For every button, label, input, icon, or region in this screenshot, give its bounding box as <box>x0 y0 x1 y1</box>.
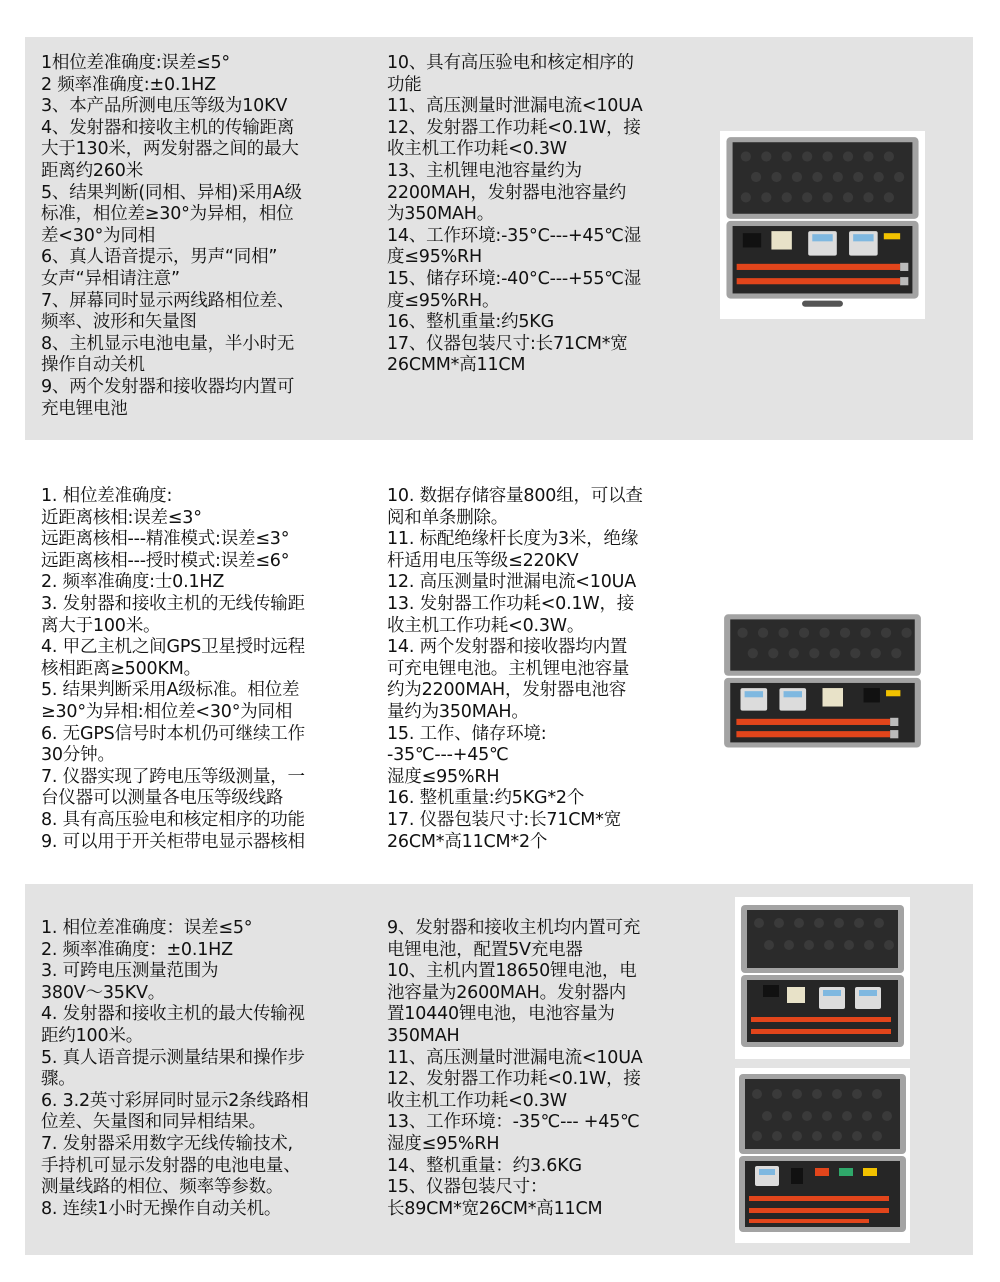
section-2-product-photo <box>720 610 925 760</box>
section-1-left-specs: 1相位差准确度:误差≤5° 2 频率准确度:±0.1HZ 3、本产品所测电压等级为10KV 4、发射器和接收主机的传输距离 大于130米，两发射器之间的最大 距离约260米 5、结果判断(同相、异相)采用A级 标准，相位差≥30°为异相，相位 差<30°为同相 6、真人语音提示，男声“同相” 女声“异相请注意” 7、屏幕同时显示两线路相位差、 频率、波形和矢量图 8、主机显示电池电量，半小时无 操作自动关机 9、两个发射器和接收器均内置可 充电锂电池 <box>41 53 302 419</box>
section-3-product-photo-bottom <box>735 1068 910 1243</box>
section-3-right-specs: 9、发射器和接收主机均内置可充 电锂电池，配置5V充电器 10、主机内置18650锂电池，电 池容量为2600MAH。发射器内 置10440锂电池，电池容量为 350MAH 11、高压测量时泄漏电流<10UA 12、发射器工作功耗<0.1W，接 收主机工作功耗<0.3W 13、工作环境：-35℃--- +45℃ 湿度≤95%RH 14、整机重量：约3.6KG 15、仪器包装尺寸： 长89CM*宽26CM*高11CM <box>387 918 643 1219</box>
section-1-panel <box>25 37 973 440</box>
section-3-left-specs: 1. 相位差准确度：误差≤5° 2. 频率准确度：±0.1HZ 3. 可跨电压测量范围为 380V～35KV。 4. 发射器和接收主机的最大传输视 距约100米。 5. 真人语音提示测量结果和操作步 骤。 6. 3.2英寸彩屏同时显示2条线路相 位差、矢量图和同异相结果。 7. 发射器采用数字无线传输技术, 手持机可显示发射器的电池电量、 测量线路的相位、频率等参数。 8. 连续1小时无操作自动关机。 <box>41 918 309 1219</box>
section-2-panel <box>25 470 973 865</box>
case-kit-image <box>735 897 910 1059</box>
section-2-right-specs: 10. 数据存储容量800组，可以查 阅和单条删除。 11. 标配绝缘杆长度为3米，绝缘 杆适用电压等级≤220KV 12. 高压测量时泄漏电流<10UA 13. 发射器工作功耗<0.1W，接 收主机工作功耗<0.3W。 14. 两个发射器和接收器均内置 可充电锂电池。主机锂电池容量 约为2200MAH，发射器电池容 量约为350MAH。 15. 工作、储存环境: -35℃---+45℃ 湿度≤95%RH 16. 整机重量:约5KG*2个 17. 仪器包装尺寸:长71CM*宽 26CM*高11CM*2个 <box>387 486 643 852</box>
case-kit-image <box>720 131 925 319</box>
case-kit-image <box>735 1068 910 1243</box>
section-3-product-photo-top <box>735 897 910 1059</box>
section-1-right-specs: 10、具有高压验电和核定相序的 功能 11、高压测量时泄漏电流<10UA 12、发射器工作功耗<0.1W，接 收主机工作功耗<0.3W 13、主机锂电池容量约为 2200MAH，发射器电池容量约 为350MAH。 14、工作环境:-35°C---+45℃湿 度≤95%RH 15、储存环境:-40°C---+55℃湿 度≤95%RH。 16、整机重量:约5KG 17、仪器包装尺寸:长71CM*宽 26CMM*高11CM <box>387 53 643 376</box>
section-2-left-specs: 1. 相位差准确度: 近距离核相:误差≤3° 远距离核相---精准模式:误差≤3° 远距离核相---授时模式:误差≤6° 2. 频率准确度:士0.1HZ 3. 发射器和接收主机的无线传输距 离大于100米。 4. 甲乙主机之间GPS卫星授时远程 核相距离≥500KM。 5. 结果判断采用A级标准。相位差 ≥30°为异相:相位差<30°为同相 6. 无GPS信号时本机仍可继续工作 30分钟。 7. 仪器实现了跨电压等级测量，一 台仪器可以测量各电压等级线路 8. 具有高压验电和核定相序的功能 9. 可以用于开关柜带电显示器核相 <box>41 486 305 852</box>
section-3-panel <box>25 884 973 1255</box>
section-1-product-photo <box>720 131 925 319</box>
case-kit-image <box>720 610 925 760</box>
